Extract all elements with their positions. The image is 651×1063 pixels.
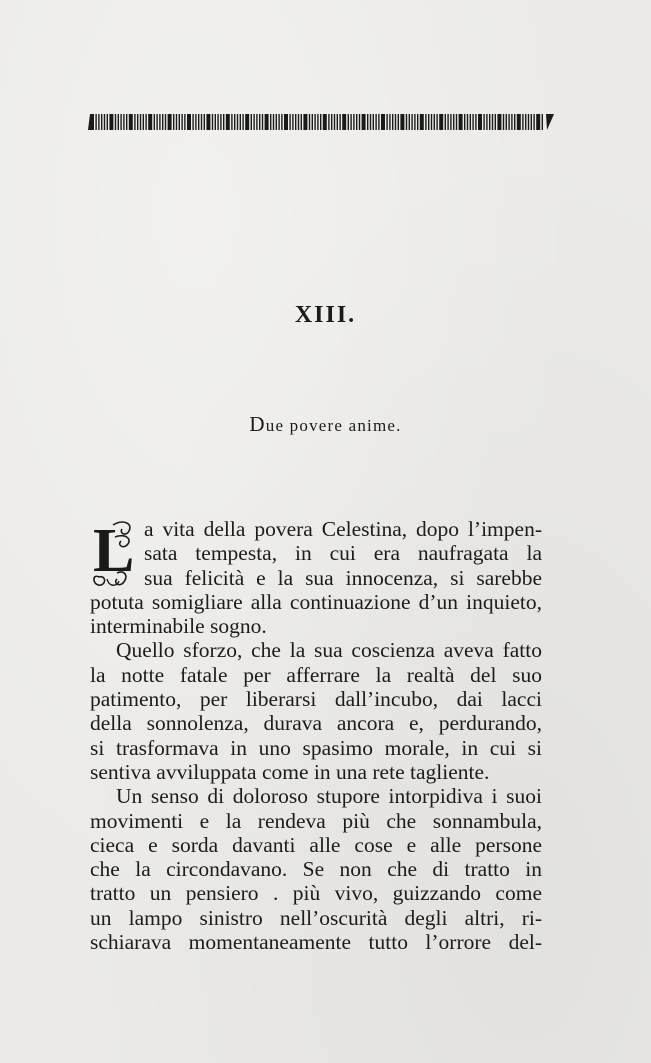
ornament-bar [129, 114, 133, 130]
ornament-bar [314, 114, 315, 130]
ornament-bar [475, 114, 476, 130]
ornament-bar [154, 114, 155, 130]
ornament-bar [389, 114, 390, 130]
ornament-bar [242, 114, 243, 130]
ornament-bar [459, 114, 463, 130]
ornament-bar [367, 114, 368, 130]
ornament-bar [220, 114, 221, 130]
ornament-bar [508, 114, 509, 130]
ornament-bar [192, 114, 193, 130]
ornament-bar [256, 114, 257, 130]
ornament-bar [118, 114, 119, 130]
chapter-number: XIII. [294, 302, 357, 328]
ornament-bar [381, 114, 385, 130]
text-line: Un senso di doloroso stupore intorpidiva i suoi [116, 784, 542, 809]
ornament-bar [273, 114, 274, 130]
ornament-bar [168, 114, 172, 130]
ornament-bar [472, 114, 473, 130]
ornament-bar [309, 114, 310, 130]
ornament-bar [159, 114, 160, 130]
ornament-bar [348, 114, 349, 130]
ornament-bar [289, 114, 290, 130]
ornament-bar [262, 114, 263, 130]
ornament-bar [522, 114, 523, 130]
ornament-bar [525, 114, 526, 130]
ornament-bar [356, 114, 357, 130]
ornament-bar [176, 114, 177, 130]
ornament-bar [217, 114, 218, 130]
ornament-bar [95, 114, 96, 130]
ornament-bar [420, 114, 424, 130]
ornament-bar [342, 114, 346, 130]
ornament-bar [143, 114, 144, 130]
ornament-bar [148, 114, 152, 130]
ornament-bar [362, 114, 366, 130]
ornament-bar [123, 114, 124, 130]
ornament-bar [90, 114, 94, 130]
ornament-bar [431, 114, 432, 130]
ornament-bar [134, 114, 135, 130]
ornament-bar [126, 114, 127, 130]
ornament-bar [447, 114, 448, 130]
ornament-bar [395, 114, 396, 130]
ornament-bar [375, 114, 376, 130]
ornament-bar [120, 114, 121, 130]
ornament-bar [453, 114, 454, 130]
ornament-bar [489, 114, 490, 130]
ornament-bar [478, 114, 482, 130]
ornament-bar [140, 114, 141, 130]
ornament-bar [445, 114, 446, 130]
ornament-bar [497, 114, 501, 130]
text-line: un lampo sinistro nell’oscurità degli altri, ri- [90, 905, 542, 930]
ornament-bar [187, 114, 191, 130]
ornament-bar [204, 114, 205, 130]
ornament-bar [215, 114, 216, 130]
ornament-bar [240, 114, 241, 130]
ornament-bar [179, 114, 180, 130]
ornament-cap-left [88, 114, 90, 130]
ornament-bar [514, 114, 515, 130]
ornament-bar [226, 114, 230, 130]
ornament-bar [317, 114, 318, 130]
ornament-bar [265, 114, 269, 130]
ornament-bar [337, 114, 338, 130]
text-line: sua felicità e la sua innocenza, si sarebbe [144, 565, 542, 590]
drop-cap-letter: L [93, 517, 135, 585]
ornament-bar [98, 114, 99, 130]
ornament-bar [467, 114, 468, 130]
ornament-bar [409, 114, 410, 130]
ornament-bar [212, 114, 213, 130]
text-line: movimenti e la rendeva più che sonnambula, [90, 808, 542, 833]
ornament-bar [511, 114, 512, 130]
chapter-body [90, 517, 542, 954]
ornament-bar [483, 114, 484, 130]
text-line: sentiva avviluppata come in una rete tagliente. [90, 759, 490, 784]
ornament-bar [486, 114, 487, 130]
ornament-bar [276, 114, 277, 130]
ornament-bar [434, 114, 435, 130]
ornament-bar [392, 114, 393, 130]
ornament-bar [104, 114, 105, 130]
ornament-bar [109, 114, 113, 130]
ornament-bar [165, 114, 166, 130]
ornament-bar [506, 114, 507, 130]
ornament-bar [359, 114, 360, 130]
ornament-bar [456, 114, 457, 130]
text-line: sata tempesta, in cui era naufragata la [144, 541, 542, 566]
ornament-bar [503, 114, 504, 130]
ornament-bar [414, 114, 415, 130]
text-line: che la circondavano. Se non che di tratto in [90, 857, 542, 882]
text-line: a vita della povera Celestina, dopo l’impen- [144, 517, 542, 541]
ornament-bar [406, 114, 407, 130]
ornament-bar [370, 114, 371, 130]
decorative-border-ornament [88, 111, 554, 133]
ornament-bar [298, 114, 299, 130]
ornament-bar [339, 114, 340, 130]
ornament-bar [334, 114, 335, 130]
ornament-bar [101, 114, 102, 130]
ornament-bar [417, 114, 418, 130]
ornament-bar [292, 114, 293, 130]
ornament-bar [245, 114, 249, 130]
ornament-bar [223, 114, 224, 130]
ornament-bar [184, 114, 185, 130]
ornament-bar [295, 114, 296, 130]
ornament-bar [259, 114, 260, 130]
ornament-bar [378, 114, 379, 130]
ornament-bar [400, 114, 404, 130]
ornament-bar [386, 114, 387, 130]
ornament-bar [411, 114, 412, 130]
ornament-bar [436, 114, 437, 130]
ornament-bar [181, 114, 182, 130]
ornament-bar [353, 114, 354, 130]
ornament-bar [137, 114, 138, 130]
ornament-bar [450, 114, 451, 130]
chapter-title-text: ue povere anime. [265, 416, 402, 435]
ornament-bar [464, 114, 465, 130]
ornament-bar [278, 114, 279, 130]
ornament-bar [373, 114, 374, 130]
ornament-bar [323, 114, 327, 130]
chapter-title-initial: D [249, 412, 266, 436]
text-line: patimento, per liberarsi dall’incubo, dai lacci [90, 687, 542, 712]
ornament-bar [301, 114, 302, 130]
ornament-bar [536, 114, 540, 130]
ornament-bar [237, 114, 238, 130]
text-line: potuta somigliare alla continuazione d’un inquieto, [90, 589, 542, 614]
text-line: si trasformava in uno spasimo morale, in cui si [90, 735, 542, 760]
ornament-bar [428, 114, 429, 130]
ornament-bar [281, 114, 282, 130]
ornament-bar [533, 114, 534, 130]
ornament-bar [470, 114, 471, 130]
ornament-bar [517, 114, 521, 130]
ornament-bar [234, 114, 235, 130]
ornament-bar [231, 114, 232, 130]
ornament-bar [425, 114, 426, 130]
text-line: la notte fatale per afferrare la realtà del suo [90, 662, 542, 687]
ornament-bar [162, 114, 163, 130]
text-line: della sonnolenza, durava ancora e, perdurando, [90, 711, 542, 736]
text-line: tratto un pensiero . più vivo, guizzando come [90, 881, 542, 906]
ornament-bar [542, 114, 543, 130]
ornament-bar [495, 114, 496, 130]
ornament-bar [107, 114, 108, 130]
ornament-bar [251, 114, 252, 130]
ornament-bar [198, 114, 199, 130]
ornament-bar [439, 114, 443, 130]
chapter-title [0, 412, 651, 437]
ornament-bar [173, 114, 174, 130]
text-line: schiarava momentaneamente tutto l’orrore del- [90, 930, 542, 955]
text-line: Quello sforzo, che la sua coscienza aveva fatto [116, 638, 542, 663]
ornament-cap-right [546, 114, 554, 130]
ornament-bar [492, 114, 493, 130]
ornament-bar [270, 114, 271, 130]
ornament-bar [328, 114, 329, 130]
text-line: interminabile sogno. [90, 614, 267, 639]
ornament-bar [145, 114, 146, 130]
ornament-bar [312, 114, 313, 130]
ornament-bar [284, 114, 288, 130]
ornament-bar [320, 114, 321, 130]
ornament-bar [350, 114, 351, 130]
ornament-bar [253, 114, 254, 130]
ornament-bar [303, 114, 307, 130]
ornament-bar [195, 114, 196, 130]
ornament-bar [206, 114, 210, 130]
ornament-bar [115, 114, 116, 130]
ornament-bar [398, 114, 399, 130]
ornament-bar [331, 114, 332, 130]
ornament-bar [531, 114, 532, 130]
ornament-bar [528, 114, 529, 130]
ornament-bar [156, 114, 157, 130]
text-line: cieca e sorda davanti alle cose e alle persone [90, 832, 542, 857]
ornament-bar [201, 114, 202, 130]
